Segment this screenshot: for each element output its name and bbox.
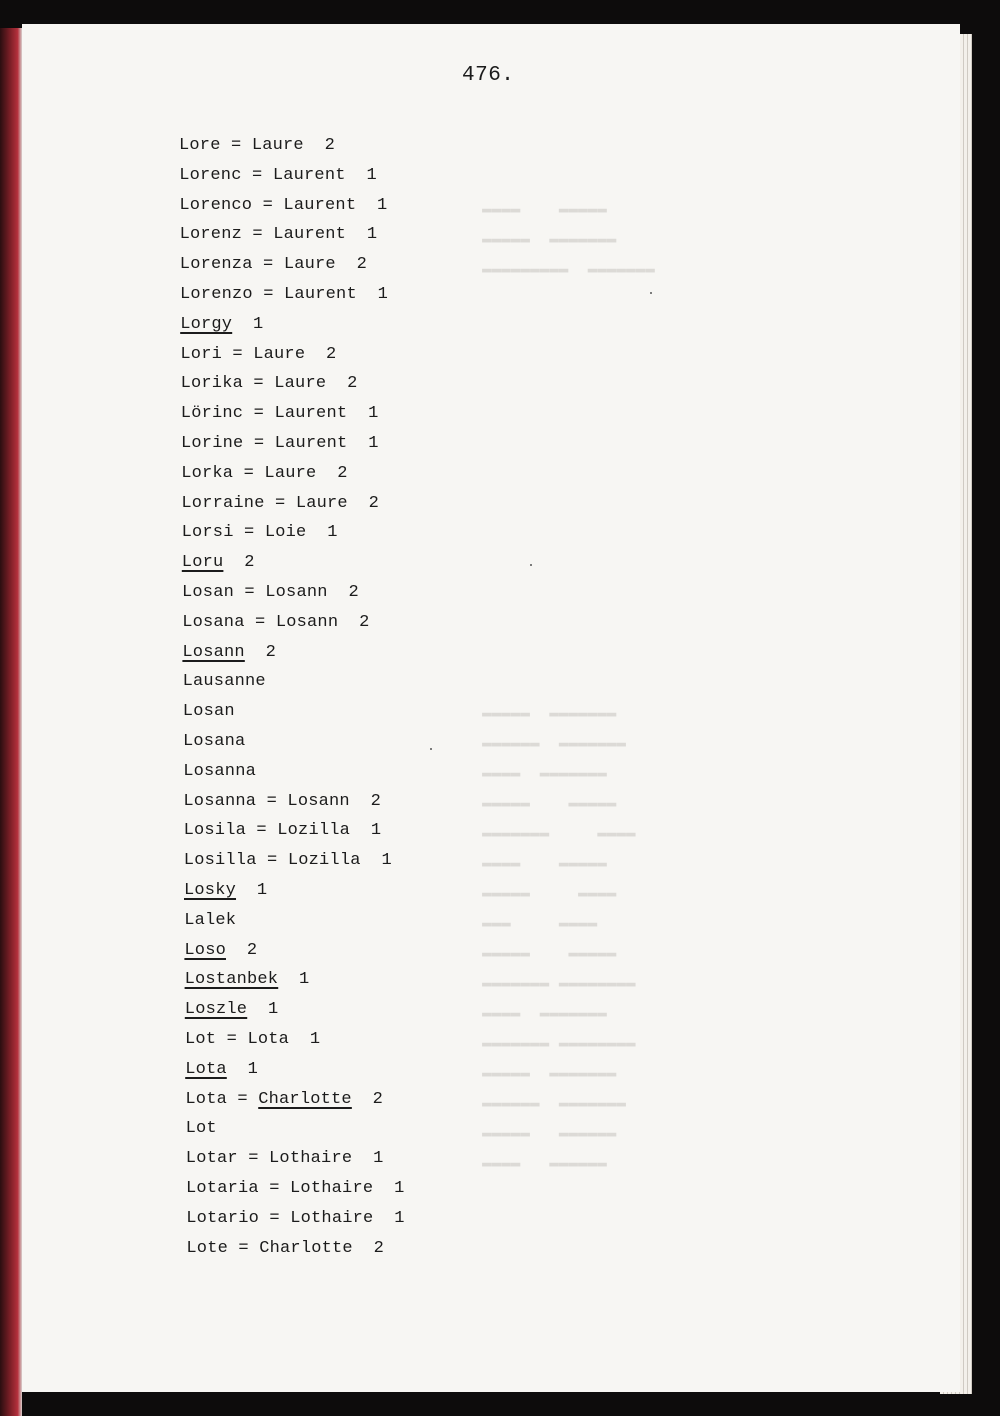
entry-name: Lorka <box>181 463 234 483</box>
equals-sign: = <box>259 1208 291 1228</box>
entry-name: Lotaria <box>186 1179 259 1198</box>
book-binding-edge <box>0 28 22 1416</box>
equals-sign: = <box>252 195 284 215</box>
entry-name: Lore <box>179 136 221 155</box>
entry-reference: Lozilla <box>277 821 351 841</box>
entry-number: 1 <box>373 1149 384 1169</box>
entry-reference: Laurent <box>274 404 348 424</box>
index-entry <box>182 553 255 573</box>
equals-sign: = <box>244 612 276 632</box>
entry-name: Loszle <box>184 1000 248 1020</box>
entry-name: Losanna <box>183 761 256 781</box>
entry-name: Lausanne <box>182 672 266 692</box>
entry-reference: Laure <box>295 493 348 513</box>
entry-number: 2 <box>368 493 380 513</box>
equals-sign: = <box>256 851 288 871</box>
show-through-block: ▬▬▬▬▬▬▬ ▬▬▬▬▬ <box>482 704 617 722</box>
index-entry <box>180 255 367 275</box>
entry-reference: Charlotte <box>258 1089 352 1109</box>
entry-number: 2 <box>324 136 336 155</box>
entry-reference: Losann <box>265 583 328 602</box>
index-entry <box>181 404 379 424</box>
index-entry <box>186 1179 404 1199</box>
index-entry <box>183 792 381 812</box>
equals-sign: = <box>220 136 252 155</box>
index-entry <box>183 702 235 722</box>
entry-number: 2 <box>372 1089 384 1109</box>
entry-name: Lorraine <box>181 493 265 513</box>
entry-name: Losana <box>182 612 245 632</box>
equals-sign: = <box>237 1149 270 1169</box>
index-entry <box>184 911 236 931</box>
entry-reference: Losann <box>287 791 350 811</box>
entry-number: 1 <box>327 523 338 543</box>
entry-reference: Laurent <box>284 285 357 304</box>
entry-reference: Laurent <box>274 434 348 453</box>
show-through-block: ▬▬▬▬▬▬▬▬ ▬▬▬▬▬▬▬ <box>482 974 636 992</box>
entry-name: Lorine <box>181 434 244 453</box>
entry-reference: Lothaire <box>290 1208 374 1228</box>
equals-sign: = <box>233 463 265 483</box>
show-through-block: ▬▬▬▬▬▬▬ ▬▬▬▬▬▬▬▬▬ <box>482 260 655 278</box>
entry-number: 2 <box>356 255 368 275</box>
entry-reference: Laure <box>283 255 336 275</box>
index-entry <box>181 494 379 514</box>
entry-reference: Lothaire <box>269 1149 353 1169</box>
index-entry <box>179 136 335 156</box>
entry-reference: Loie <box>264 523 307 543</box>
equals-sign: = <box>234 583 266 602</box>
index-entry <box>179 196 387 216</box>
index-entry <box>184 881 267 901</box>
index-entry <box>185 1030 320 1050</box>
entry-number: 2 <box>244 553 255 573</box>
entry-name: Losann <box>182 642 245 662</box>
entry-name: Lot <box>185 1119 217 1139</box>
entry-name: Lorenza <box>179 255 253 275</box>
name-index-list <box>22 24 960 1392</box>
show-through-block: ▬▬▬▬▬▬▬ ▬▬▬▬▬ <box>482 230 617 248</box>
entry-number: 2 <box>246 940 258 960</box>
equals-sign: = <box>222 344 254 364</box>
entry-name: Lorenc <box>179 165 242 185</box>
entry-name: Losana <box>183 732 246 751</box>
entry-number: 1 <box>247 1059 259 1079</box>
entry-number: 1 <box>309 1030 321 1049</box>
index-entry <box>180 315 263 335</box>
equals-sign: = <box>242 225 274 245</box>
entry-reference: Laurent <box>273 225 347 245</box>
show-through-block: ▬▬▬▬▬▬▬▬ ▬▬▬▬▬▬▬ <box>482 1034 636 1052</box>
entry-reference: Laure <box>264 463 317 483</box>
entry-number: 1 <box>366 165 377 185</box>
entry-reference: Lozilla <box>287 851 361 871</box>
entry-reference: Laure <box>274 374 327 394</box>
entry-number: 1 <box>377 195 388 215</box>
equals-sign: = <box>252 255 284 275</box>
equals-sign: = <box>241 165 273 185</box>
show-through-block: ▬▬▬▬ ▬▬▬▬▬ <box>482 884 617 902</box>
equals-sign: = <box>264 493 296 513</box>
entry-reference: Losann <box>275 612 339 632</box>
index-entry <box>181 434 379 454</box>
equals-sign: = <box>256 791 288 811</box>
entry-number: 2 <box>373 1238 385 1258</box>
entry-number: 1 <box>394 1208 405 1228</box>
show-through-block: ▬▬▬▬▬▬▬ ▬▬▬▬ <box>482 1004 607 1022</box>
entry-name: Lalek <box>184 910 237 930</box>
entry-name: Lorenzo <box>180 285 253 304</box>
show-through-block: ▬▬▬▬▬▬ ▬▬▬▬▬ <box>482 1124 617 1142</box>
entry-name: Losan <box>182 702 235 722</box>
entry-name: Lörinc <box>180 404 244 424</box>
entry-name: Lotar <box>185 1149 238 1169</box>
show-through-block: ▬▬▬▬▬▬▬ ▬▬▬▬ <box>482 764 607 782</box>
equals-sign: = <box>252 285 285 304</box>
entry-reference: Charlotte <box>259 1238 353 1258</box>
index-entry <box>181 374 358 394</box>
entry-name: Lorika <box>180 374 244 394</box>
entry-number: 2 <box>326 344 337 364</box>
entry-name: Losky <box>184 881 237 900</box>
entry-number: 2 <box>347 374 358 394</box>
index-entry <box>186 1209 404 1229</box>
show-through-block: ▬▬▬▬▬▬▬ ▬▬▬▬▬ <box>482 1064 617 1082</box>
index-entry <box>182 523 338 543</box>
equals-sign: = <box>228 1238 260 1258</box>
entry-number: 1 <box>256 881 268 900</box>
entry-name: Losanna <box>183 791 257 811</box>
entry-name: Lota <box>185 1059 227 1079</box>
entry-number: 1 <box>268 1000 279 1020</box>
entry-reference: Lota <box>247 1030 290 1049</box>
show-through-block: ▬▬▬▬▬ ▬▬▬▬▬ <box>482 794 617 812</box>
index-entry <box>184 851 392 871</box>
entry-name: Lote <box>186 1238 228 1258</box>
index-entry <box>186 1119 217 1139</box>
index-entry <box>183 732 245 752</box>
index-entry <box>180 285 388 305</box>
index-entry <box>182 643 276 663</box>
entry-number: 2 <box>359 612 370 632</box>
entry-number: 1 <box>394 1179 405 1198</box>
entry-number: 2 <box>337 463 348 483</box>
show-through-block: ▬▬▬▬▬▬▬ ▬▬▬▬▬▬ <box>482 1094 627 1112</box>
entry-number: 1 <box>381 851 392 871</box>
entry-name: Loso <box>184 940 226 960</box>
index-entry <box>182 583 359 603</box>
entry-name: Losan <box>182 583 235 602</box>
index-entry <box>183 762 256 782</box>
index-entry <box>186 1149 384 1169</box>
entry-number: 1 <box>377 285 389 304</box>
equals-sign: = <box>233 523 265 543</box>
entry-number: 1 <box>366 225 378 245</box>
show-through-block: ▬▬▬▬▬ ▬▬▬▬▬ <box>482 944 617 962</box>
entry-number: 1 <box>253 314 264 334</box>
index-entry <box>180 345 336 365</box>
show-through-block: ▬▬▬▬▬▬ ▬▬▬▬ <box>482 1154 607 1172</box>
index-entry <box>185 970 310 990</box>
entry-name: Lotario <box>186 1208 259 1228</box>
entry-number: 1 <box>368 434 379 453</box>
entry-reference: Laure <box>253 344 306 364</box>
equals-sign: = <box>246 821 278 841</box>
entry-name: Lostanbek <box>184 970 279 990</box>
entry-number: 2 <box>348 583 359 602</box>
entry-name: Lorgy <box>180 314 233 334</box>
entry-name: Lorsi <box>181 523 234 543</box>
index-entry <box>180 225 378 245</box>
entry-name: Loru <box>181 553 224 573</box>
entry-reference: Lothaire <box>290 1179 374 1198</box>
show-through-block: ▬▬▬▬▬▬▬ ▬▬▬▬▬▬ <box>482 734 627 752</box>
entry-name: Lota <box>185 1089 227 1109</box>
entry-reference: Laure <box>251 136 304 155</box>
show-through-block: ▬▬▬▬▬ ▬▬▬▬ <box>482 854 607 872</box>
entry-number: 2 <box>370 791 382 811</box>
index-entry <box>181 464 347 484</box>
index-entry <box>185 1090 383 1110</box>
entry-number: 1 <box>299 970 310 990</box>
entry-name: Lorenco <box>179 195 253 215</box>
entry-name: Losila <box>183 821 247 841</box>
entry-reference: Laurent <box>283 195 357 215</box>
entry-name: Lot <box>185 1030 217 1049</box>
index-entry <box>185 1060 258 1080</box>
equals-sign: = <box>243 434 275 453</box>
equals-sign: = <box>227 1089 259 1109</box>
equals-sign: = <box>216 1030 248 1049</box>
equals-sign: = <box>243 404 275 424</box>
equals-sign: = <box>258 1179 291 1198</box>
entry-name: Losilla <box>183 851 257 871</box>
show-through-block: ▬▬▬▬▬ ▬▬▬▬ <box>482 200 607 218</box>
index-entry <box>185 1000 279 1020</box>
index-entry <box>184 941 257 961</box>
index-entry <box>186 1239 384 1259</box>
show-through-block: ▬▬▬▬ ▬▬▬▬▬▬▬ <box>482 824 636 842</box>
entry-number: 1 <box>370 821 382 841</box>
index-entry <box>183 672 266 692</box>
document-page <box>22 24 960 1392</box>
entry-number: 1 <box>368 404 379 424</box>
index-entry <box>184 821 382 841</box>
entry-reference: Laurent <box>272 165 346 185</box>
entry-name: Lori <box>180 344 222 364</box>
index-entry <box>179 166 377 186</box>
entry-number: 2 <box>265 642 277 662</box>
index-entry <box>182 613 369 633</box>
equals-sign: = <box>243 374 275 394</box>
page-number: 476. <box>462 64 515 87</box>
show-through-block: ▬▬▬▬ ▬▬▬ <box>482 914 598 932</box>
entry-name: Lorenz <box>179 225 243 245</box>
